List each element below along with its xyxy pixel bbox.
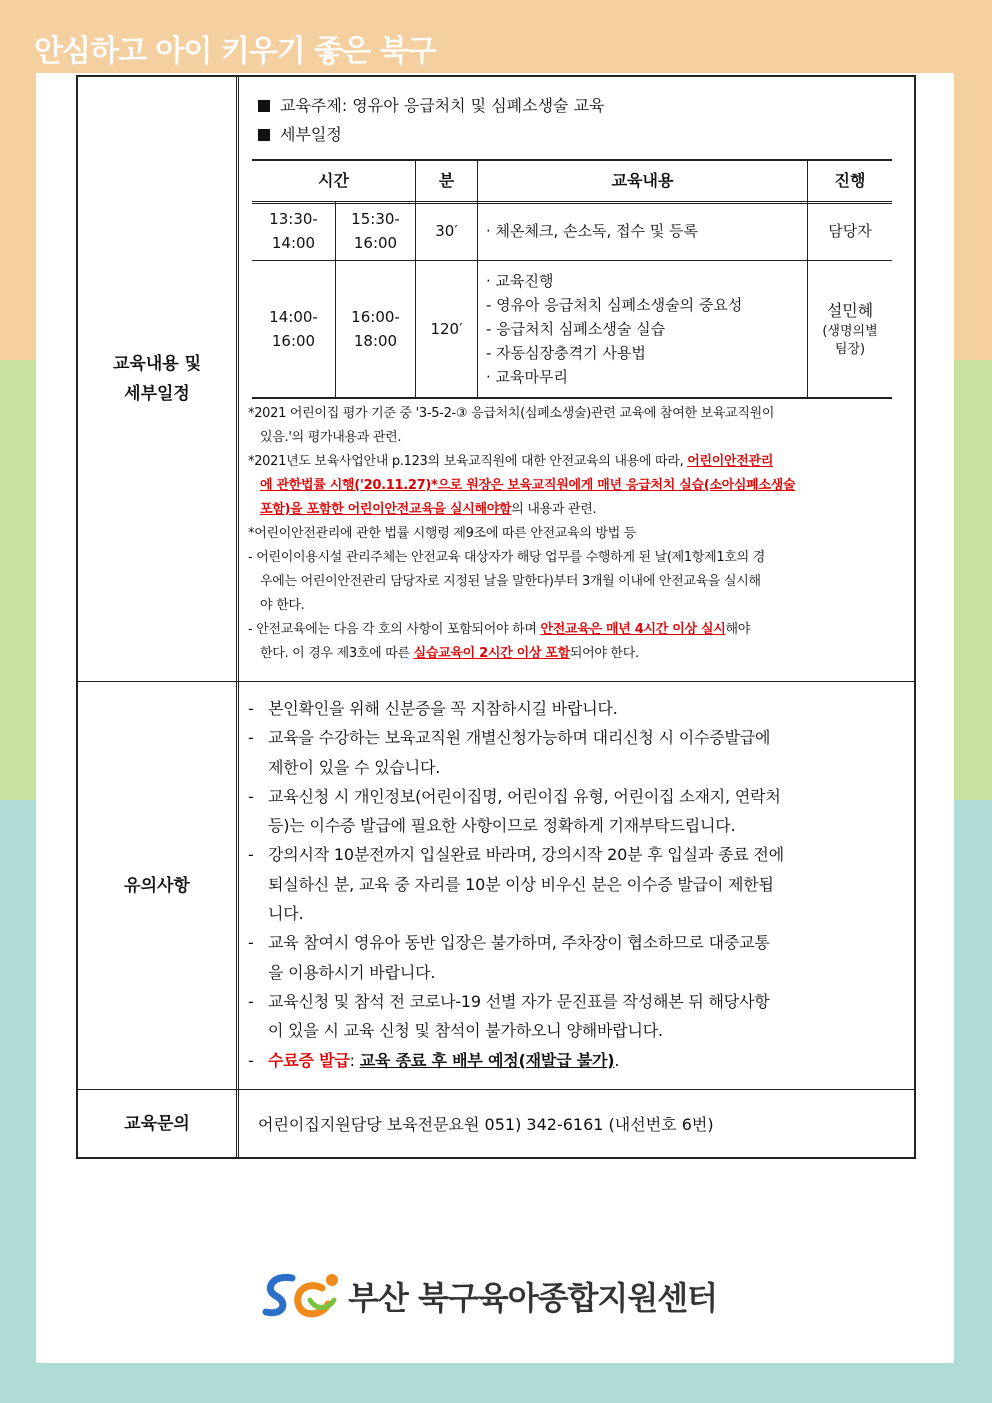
note-text: - 안전교육에는 다음 각 호의 사항이 포함되어야 하며 xyxy=(248,622,537,637)
slogan-title: 안심하고 아이 키우기 좋은 북구 xyxy=(34,34,436,69)
caution-item xyxy=(248,694,906,723)
caution-item xyxy=(248,723,906,752)
reference-notes xyxy=(248,402,908,666)
subheading-line xyxy=(258,122,342,145)
time-start: 15:30- xyxy=(351,210,400,228)
organization-name: 부산 북구육아종합지원센터 xyxy=(348,1279,718,1317)
note-line xyxy=(248,618,908,642)
document-page xyxy=(36,73,954,1363)
education-label xyxy=(78,77,239,681)
caution-item-cont: 을 이용하시기 바랍니다. xyxy=(268,962,436,982)
caution-item-cont: 등)는 이수증 발급에 필요한 사항이므로 정확하게 기재부탁드립니다. xyxy=(268,816,736,836)
certificate-note: 교육 종료 후 배부 예정(재발급 불가) xyxy=(359,1050,615,1070)
lead-name: 설민혜 xyxy=(826,301,874,320)
note-line: 야 한다. xyxy=(260,598,305,613)
header-time: 시간 xyxy=(252,161,416,201)
time-end: 14:00 xyxy=(271,234,316,252)
dash-bullet: - xyxy=(248,699,254,718)
education-label-line1: 교육내용 및 xyxy=(112,354,202,374)
time-start: 16:00- xyxy=(351,308,400,326)
lead-title: 팀장) xyxy=(834,342,866,357)
time-start: 13:30- xyxy=(269,210,318,228)
schedule-header-row xyxy=(252,159,892,204)
content-cell xyxy=(478,202,808,260)
inquiry-content xyxy=(240,1090,914,1157)
content-line: · 체온체크, 손소독, 접수 및 등록 xyxy=(486,222,699,240)
header-minutes: 분 xyxy=(416,161,478,201)
lead-cell xyxy=(808,261,892,397)
note-highlight: 실습교육이 2시간 이상 포함 xyxy=(413,646,570,661)
minutes-cell: 120′ xyxy=(416,261,478,397)
caution-item-cont: 이 있을 시 교육 신청 및 참석이 불가하오니 양해바랍니다. xyxy=(268,1021,663,1041)
caution-label: 유의사항 xyxy=(78,682,239,1089)
note-text: 해야 xyxy=(725,622,751,637)
time-end: 16:00 xyxy=(353,234,398,252)
note-line: - 어린이이용시설 관리주체는 안전교육 대상자가 해당 업무를 수행하게 된 날(제1항제1호의 경 xyxy=(248,550,765,565)
education-label-line2: 세부일정 xyxy=(124,384,190,404)
inquiry-label: 교육문의 xyxy=(78,1090,239,1157)
minutes-cell: 30′ xyxy=(416,202,478,260)
note-text: 한다. 이 경우 제3호에 따른 xyxy=(260,646,410,661)
caution-list xyxy=(248,694,906,1075)
time-cell-2 xyxy=(336,261,416,397)
lead-cell xyxy=(808,202,892,260)
note-line xyxy=(248,450,908,474)
inquiry-row xyxy=(78,1090,914,1157)
caution-item xyxy=(248,987,906,1016)
header-content: 교육내용 xyxy=(478,161,808,201)
note-highlight: 어린이안전관리 xyxy=(687,454,774,469)
lead-name: 담당자 xyxy=(828,222,872,240)
caution-text: : xyxy=(349,1050,360,1070)
header-lead: 진행 xyxy=(834,171,866,190)
info-table xyxy=(76,75,916,1159)
note-line: 있음.'의 평가내용과 관련. xyxy=(260,430,402,445)
content-line: · 교육진행 xyxy=(486,272,554,290)
caution-item-cont: 니다. xyxy=(268,904,304,924)
dash-bullet: - xyxy=(248,786,254,806)
square-bullet-icon xyxy=(258,129,270,141)
note-line xyxy=(248,642,908,666)
caution-text: 교육신청 시 개인정보(어린이집명, 어린이집 유형, 어린이집 소재지, 연락처 xyxy=(268,786,781,806)
caution-text: 교육신청 및 참석 전 코로나-19 선별 자가 문진표를 작성해본 뒤 해당사항 xyxy=(268,991,770,1011)
center-logo-icon xyxy=(262,1270,344,1322)
caution-item xyxy=(248,928,906,957)
note-highlight: 안전교육은 매년 4시간 이상 실시 xyxy=(540,622,726,637)
caution-text: . xyxy=(614,1050,620,1070)
certificate-label: 수료증 발급 xyxy=(268,1050,350,1070)
caution-item-cont: 제한이 있을 수 있습니다. xyxy=(268,757,441,777)
schedule-row xyxy=(252,202,892,261)
caution-item xyxy=(248,1046,906,1075)
lead-affiliation: (생명의별 xyxy=(822,324,878,339)
schedule-row xyxy=(252,261,892,399)
caution-item xyxy=(248,782,906,811)
caution-row xyxy=(78,682,914,1090)
inquiry-contact: 어린이집지원담당 보육전문요원 051) 342-6161 (내선번호 6번) xyxy=(258,1115,714,1134)
note-line xyxy=(248,498,908,522)
time-cell-1 xyxy=(252,261,336,397)
caution-content xyxy=(240,682,914,1089)
footer-branding xyxy=(262,1270,717,1322)
time-cell-1 xyxy=(252,202,336,260)
time-start: 14:00- xyxy=(269,308,318,326)
time-end: 18:00 xyxy=(353,332,398,350)
note-line: *2021 어린이집 평가 기준 중 '3-5-2-③ 응급처치(심폐소생술)관련 교육에 참여한 보육교직원이 xyxy=(248,406,775,421)
dash-bullet: - xyxy=(248,728,254,748)
square-bullet-icon xyxy=(258,100,270,112)
caution-text: 교육 참여시 영유아 동반 입장은 불가하며, 주차장이 협소하므로 대중교통 xyxy=(268,933,770,953)
content-line: - 응급처치 심폐소생술 실습 xyxy=(486,320,666,338)
time-cell-2 xyxy=(336,202,416,260)
education-row xyxy=(78,77,914,682)
note-text: *2021년도 보육사업안내 p.123의 보육교직원에 대한 안전교육의 내용에 따라, xyxy=(248,454,684,469)
dash-bullet: - xyxy=(248,845,254,865)
caution-item xyxy=(248,840,906,869)
caution-text: 교육을 수강하는 보육교직원 개별신청가능하며 대리신청 시 이수증발급에 xyxy=(268,728,771,748)
content-line: - 영유아 응급처치 심폐소생술의 중요성 xyxy=(486,296,743,314)
topic-line xyxy=(258,93,605,116)
content-line: - 자동심장충격기 사용법 xyxy=(486,344,646,362)
note-line xyxy=(248,474,908,498)
content-cell xyxy=(478,261,808,397)
content-line: · 교육마무리 xyxy=(486,368,568,386)
caution-text: 강의시작 10분전까지 입실완료 바라며, 강의시작 20분 후 입실과 종료 전에 xyxy=(268,845,784,865)
dash-bullet: - xyxy=(248,991,254,1011)
topic-text: 교육주제: 영유아 응급처치 및 심폐소생술 교육 xyxy=(280,96,605,115)
subheading-text: 세부일정 xyxy=(280,125,342,144)
dash-bullet: - xyxy=(248,933,254,953)
time-end: 16:00 xyxy=(271,332,316,350)
note-highlight: 에 관한법률 시행('20.11.27)*으로 원장은 보육교직원에게 매년 응급처치 실습(소아심폐소생술 xyxy=(260,478,796,493)
note-highlight: 포함)을 포함한 어린이안전교육을 실시해야함 xyxy=(260,502,512,517)
education-content xyxy=(240,77,914,681)
note-line: *어린이안전관리에 관한 법률 시행령 제9조에 따른 안전교육의 방법 등 xyxy=(248,526,637,541)
dash-bullet: - xyxy=(248,1050,254,1070)
note-line: 우에는 어린이안전관리 담당자로 지정된 날을 말한다)부터 3개월 이내에 안전교육을 실시해 xyxy=(260,574,761,589)
note-text: 되어야 한다. xyxy=(569,646,639,661)
caution-item-cont: 퇴실하신 분, 교육 중 자리를 10분 이상 비우신 분은 이수증 발급이 제한됩 xyxy=(268,874,774,894)
caution-text: 본인확인을 위해 신분증을 꼭 지참하시길 바랍니다. xyxy=(268,699,618,718)
note-text: 의 내용과 관련. xyxy=(511,502,597,517)
